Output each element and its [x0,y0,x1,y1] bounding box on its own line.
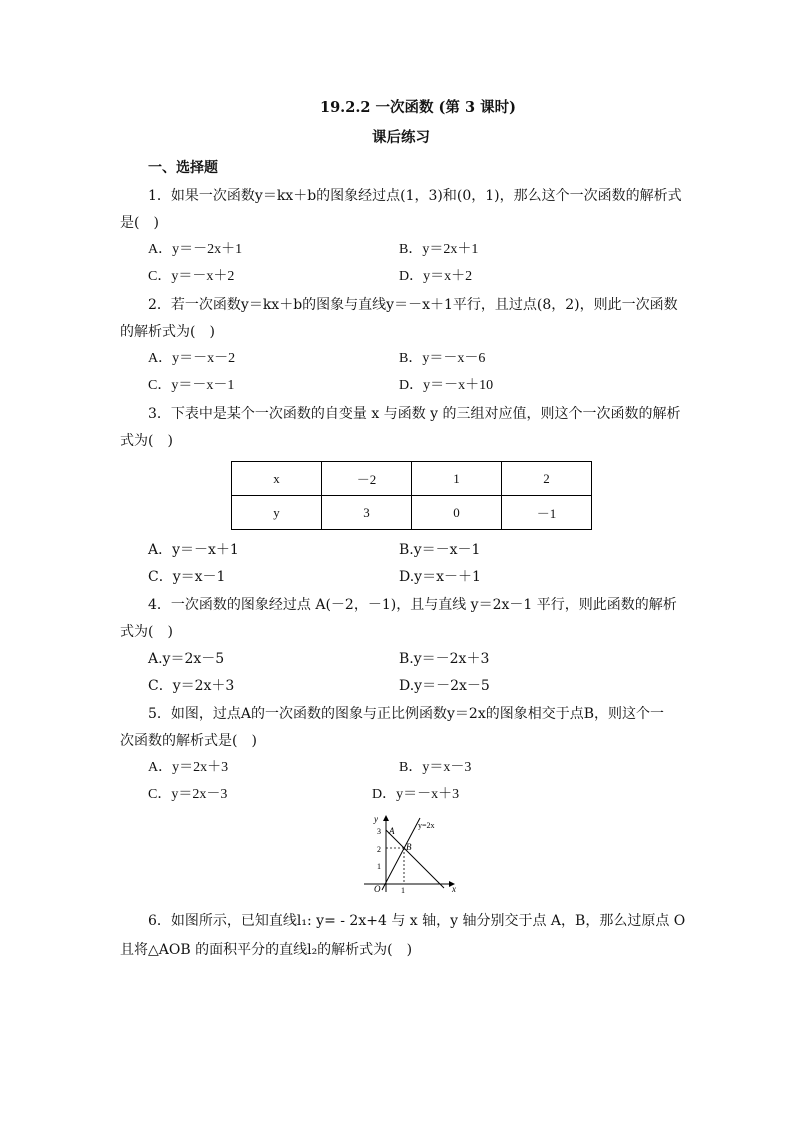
q5-option-b: B．y＝x－3 [399,760,472,775]
q2-option-a: A．y＝－x－2 [148,351,236,366]
section-heading: 一、选择题 [148,160,218,176]
q3-option-a: A．y＝－x＋1 [148,542,239,558]
q5-option-c: C．y＝2x－3 [148,787,228,802]
q5-option-a: A．y＝2x＋3 [148,760,229,775]
q1-option-d: D．y＝x＋2 [399,269,473,284]
q2-stem-line1: 2．若一次函数y＝kx＋b的图象与直线y＝－x＋1平行，且过点(8，2)，则此一次函数 [148,297,678,313]
table-cell: y [232,496,322,530]
q3-option-d: D.y＝x－＋1 [399,569,481,585]
x-axis-label: x [452,884,456,894]
line-y-equals-2x [382,818,420,890]
y-tick-3: 3 [377,827,381,836]
table-cell: x [232,462,322,496]
table-cell: －2 [322,462,412,496]
q6-stem-line1: 6．如图所示，已知直线l₁: y= - 2x+4 与 x 轴，y 轴分别交于点 A，B，那么过原点 O [148,913,686,929]
q3-value-table [231,461,592,530]
q3-stem-line1: 3．下表中是某个一次函数的自变量 x 与函数 y 的三组对应值，则这个一次函数的解析 [148,406,681,422]
q4-stem-line1: 4．一次函数的图象经过点 A(－2，－1)，且与直线 y＝2x－1 平行，则此函数的解析 [148,597,677,613]
q3-option-b: B.y＝－x－1 [399,542,481,558]
q6-stem-line2: 且将△AOB 的面积平分的直线l₂的解析式为( ) [120,942,413,958]
page-title: 19.2.2 一次函数 (第 3 课时) [320,99,516,116]
page-subtitle: 课后练习 [372,129,430,146]
q2-option-c: C．y＝－x－1 [148,378,235,393]
q5-option-d: D．y＝－x＋3 [372,787,460,802]
point-a-label: A [389,826,395,836]
q3-option-c: C．y＝x－1 [148,569,226,585]
y-tick-1: 1 [377,862,381,871]
q2-stem-line2: 的解析式为( ) [120,324,215,340]
q1-option-b: B．y＝2x＋1 [399,242,479,257]
table-cell: 2 [502,462,592,496]
table-cell: 0 [412,496,502,530]
q2-option-b: B．y＝－x－6 [399,351,486,366]
q2-option-d: D．y＝－x＋10 [399,378,494,393]
table-row [232,462,592,496]
point-b-label: B [406,842,412,852]
q1-option-a: A．y＝－2x＋1 [148,242,243,257]
q4-option-a: A.y＝2x－5 [148,651,225,667]
table-cell: 1 [412,462,502,496]
q4-stem-line2: 式为( ) [120,624,173,640]
q5-graph-figure [358,812,462,894]
q3-stem-line2: 式为( ) [120,433,173,449]
q4-option-b: B.y＝－2x＋3 [399,651,490,667]
q5-stem-line2: 次函数的解析式是( ) [120,733,257,749]
origin-label: O [374,884,381,894]
y-tick-2: 2 [377,845,381,854]
x-tick-1: 1 [401,886,405,894]
line-through-a-b [386,830,444,888]
line-label-y-2x: y=2x [418,821,435,830]
q5-stem-line1: 5．如图，过点A的一次函数的图象与正比例函数y＝2x的图象相交于点B，则这个一 [148,706,665,722]
table-cell: 3 [322,496,412,530]
table-row [232,496,592,530]
q4-option-c: C．y＝2x＋3 [148,678,235,694]
q1-stem-line2: 是( ) [120,215,159,231]
y-axis-label: y [374,814,378,824]
q4-option-d: D.y＝－2x－5 [399,678,490,694]
q1-stem-line1: 1．如果一次函数y＝kx＋b的图象经过点(1，3)和(0，1)，那么这个一次函数的解析式 [148,188,682,204]
table-cell: －1 [502,496,592,530]
q1-option-c: C．y＝－x＋2 [148,269,235,284]
